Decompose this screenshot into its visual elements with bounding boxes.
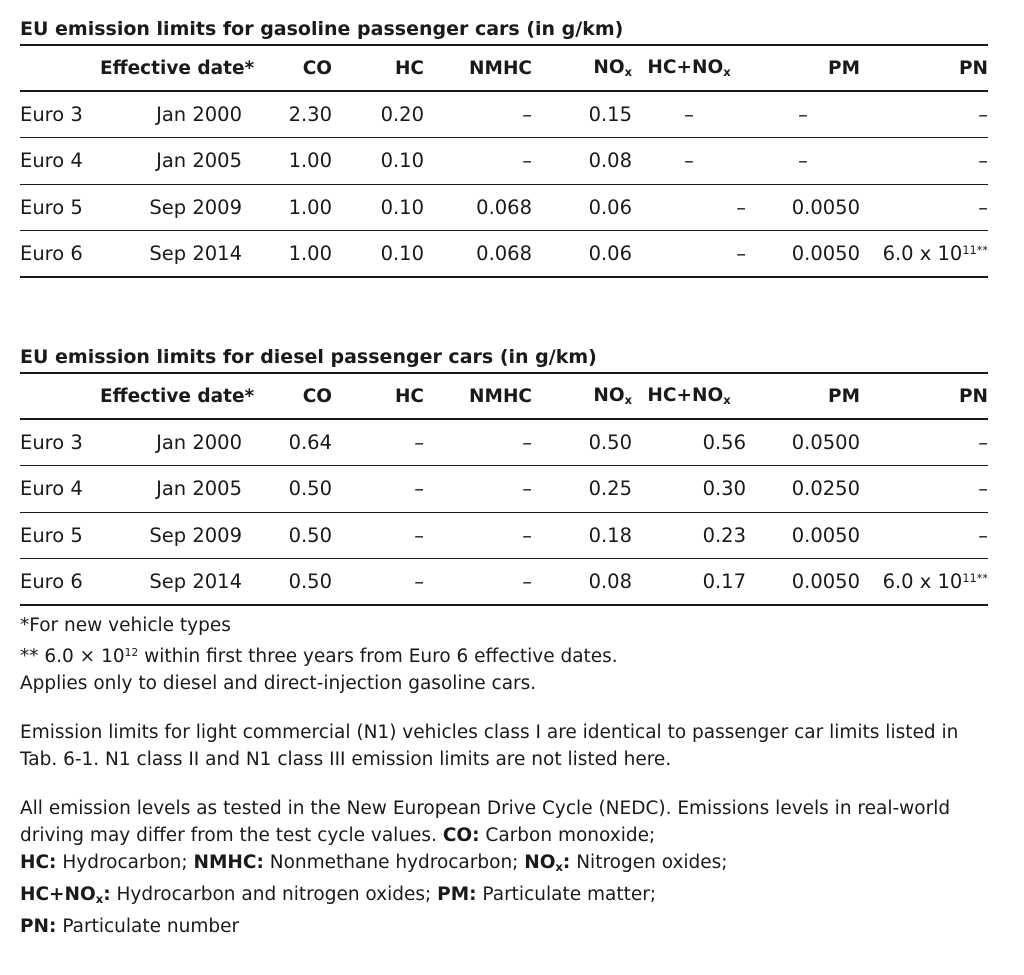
hc-nox-cell: 0.30 xyxy=(702,477,746,501)
footnote-new-vehicle-types: *For new vehicle types xyxy=(20,615,231,636)
header-nmhc: NMHC xyxy=(469,57,532,79)
nox-cell: 0.08 xyxy=(588,570,632,593)
date-cell: Sep 2014 xyxy=(149,570,242,593)
footnote-applies-only: Applies only to diesel and direct-injection gasoline cars. xyxy=(20,672,537,694)
co-cell: 0.50 xyxy=(288,570,332,593)
header-pm: PM xyxy=(828,57,860,79)
hc-cell: – xyxy=(414,570,424,593)
nox-cell: 0.25 xyxy=(588,477,632,501)
date-cell: Sep 2014 xyxy=(149,242,242,265)
header-hc-nox: $HC+NO_x$ xyxy=(647,385,731,407)
hc-cell: 0.10 xyxy=(380,195,424,219)
nox-cell: 0.08 xyxy=(588,149,632,173)
header-pm: PM xyxy=(828,385,860,407)
header-co: CO xyxy=(302,385,332,407)
table-row xyxy=(20,138,988,185)
co-cell: 0.50 xyxy=(288,523,332,547)
co-cell: 1.00 xyxy=(288,149,332,173)
pm-cell: 0.0500 xyxy=(791,431,860,454)
hc-nox-cell: 0.17 xyxy=(702,570,746,593)
table-header-row xyxy=(20,45,988,91)
standard-cell: Euro 5 xyxy=(20,523,83,547)
pm-cell: 0.0050 xyxy=(791,242,860,265)
paragraph-abbreviations: All emission levels as tested in the New European Drive Cycle (NEDC). Emissions levels in real-world driving may differ from the test cycle values. CO: Carbon monoxide; HC: Hydrocarbon; NMHC: Nonmethane hydrocarbon; $NO_x$: Nitrogen oxides; $HC+NO_x$: Hydrocarbon and nitrogen oxides; PM: Particulate matter; PN: Particulate number xyxy=(20,797,951,937)
header-pn: PN xyxy=(958,385,988,407)
header-name xyxy=(20,45,100,91)
table-row xyxy=(20,184,988,231)
nmhc-cell: – xyxy=(522,103,532,126)
nmhc-cell: – xyxy=(522,431,532,454)
hc-nox-cell: – xyxy=(736,195,746,219)
table-row xyxy=(20,512,988,559)
nox-cell: 0.18 xyxy=(588,523,632,547)
nmhc-cell: 0.068 xyxy=(476,242,532,265)
document-page xyxy=(20,14,988,940)
standard-cell: Euro 4 xyxy=(20,477,83,501)
pn-cell: – xyxy=(978,477,988,501)
header-nox: $NO_x$ xyxy=(593,57,632,79)
diesel-table-title: EU emission limits for diesel passenger cars (in g/km) xyxy=(20,346,597,368)
header-hc: HC xyxy=(394,57,424,79)
standard-cell: Euro 3 xyxy=(20,103,83,126)
header-effective-date: Effective date* xyxy=(100,385,255,407)
pn-cell: – xyxy=(978,431,988,454)
diesel-emission-table xyxy=(20,372,988,606)
co-cell: 0.64 xyxy=(288,431,332,454)
table-row xyxy=(20,466,988,513)
hc-nox-cell: – xyxy=(736,242,746,265)
standard-cell: Euro 6 xyxy=(20,242,83,265)
date-cell: Sep 2009 xyxy=(149,523,242,547)
nmhc-cell: – xyxy=(522,523,532,547)
date-cell: Jan 2000 xyxy=(156,431,242,454)
table-row xyxy=(20,559,988,606)
header-name xyxy=(20,373,100,419)
pn-cell: – xyxy=(978,523,988,547)
date-cell: Jan 2005 xyxy=(156,477,242,501)
nmhc-cell: – xyxy=(522,149,532,173)
nox-cell: 0.15 xyxy=(588,103,632,126)
pm-cell: – xyxy=(798,149,808,173)
table-row xyxy=(20,231,988,278)
gasoline-table-title: EU emission limits for gasoline passenger cars (in g/km) xyxy=(20,18,624,40)
hc-nox-cell: – xyxy=(684,103,694,126)
co-cell: 1.00 xyxy=(288,195,332,219)
pm-cell: 0.0250 xyxy=(791,477,860,501)
pn-cell: – xyxy=(978,195,988,219)
paragraph-light-commercial: Emission limits for light commercial (N1) vehicles class I are identical to passenger car limits listed in Tab. 6-1. N1 class II and N1 class III emission limits are not listed here. xyxy=(20,721,959,770)
nmhc-cell: – xyxy=(522,477,532,501)
nmhc-cell: – xyxy=(522,570,532,593)
date-cell: Jan 2000 xyxy=(156,103,242,126)
co-cell: 1.00 xyxy=(288,242,332,265)
table-row xyxy=(20,419,988,466)
header-pn: PN xyxy=(958,57,988,79)
pn-cell: – xyxy=(978,149,988,173)
hc-nox-cell: – xyxy=(684,149,694,173)
hc-cell: – xyxy=(414,477,424,501)
co-cell: 2.30 xyxy=(288,103,332,126)
hc-cell: – xyxy=(414,431,424,454)
header-hc-nox: $HC+NO_x$ xyxy=(647,57,731,79)
table-row xyxy=(20,91,988,138)
date-cell: Sep 2009 xyxy=(149,195,242,219)
hc-cell: 0.20 xyxy=(380,103,424,126)
header-effective-date: Effective date* xyxy=(100,57,255,79)
pn-cell: 6.0 x $10^{11**}$ xyxy=(882,570,988,593)
pn-cell: 6.0 x $10^{11**}$ xyxy=(882,242,988,265)
hc-cell: – xyxy=(414,523,424,547)
nox-cell: 0.50 xyxy=(588,431,632,454)
standard-cell: Euro 5 xyxy=(20,195,83,219)
hc-nox-cell: 0.56 xyxy=(702,431,746,454)
pm-cell: 0.0050 xyxy=(791,570,860,593)
pm-cell: – xyxy=(798,103,808,126)
co-cell: 0.50 xyxy=(288,477,332,501)
hc-cell: 0.10 xyxy=(380,149,424,173)
pn-cell: – xyxy=(978,103,988,126)
hc-cell: 0.10 xyxy=(380,242,424,265)
hc-nox-cell: 0.23 xyxy=(702,523,746,547)
standard-cell: Euro 6 xyxy=(20,570,83,593)
standard-cell: Euro 3 xyxy=(20,431,83,454)
footnotes xyxy=(20,612,988,940)
header-nox: $NO_x$ xyxy=(593,385,632,407)
gasoline-emission-table xyxy=(20,44,988,278)
nmhc-cell: 0.068 xyxy=(476,195,532,219)
footnote-pn-limit: ** $6.0 \times 10^{12}$ within first three years from Euro 6 effective dates. xyxy=(20,645,618,667)
pm-cell: 0.0050 xyxy=(791,523,860,547)
header-nmhc: NMHC xyxy=(469,385,532,407)
header-co: CO xyxy=(302,57,332,79)
nox-cell: 0.06 xyxy=(588,242,632,265)
nox-cell: 0.06 xyxy=(588,195,632,219)
date-cell: Jan 2005 xyxy=(156,149,242,173)
pm-cell: 0.0050 xyxy=(791,195,860,219)
standard-cell: Euro 4 xyxy=(20,149,83,173)
header-hc: HC xyxy=(394,385,424,407)
table-header-row xyxy=(20,373,988,419)
